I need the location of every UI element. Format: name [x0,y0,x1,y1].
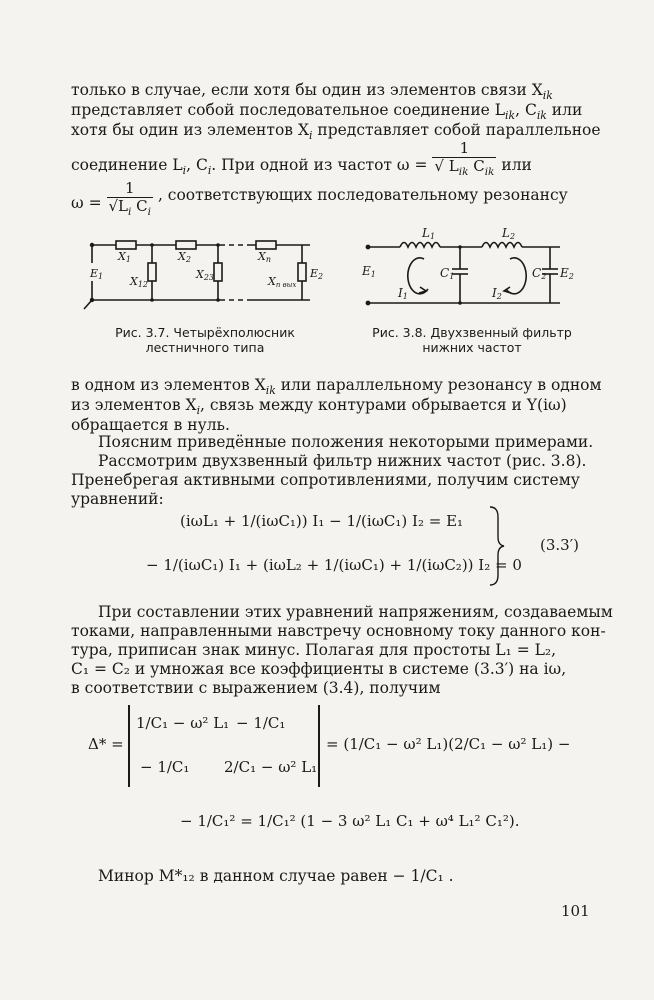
label-x23: X23 [196,268,215,282]
label-e1: E1 [362,264,376,279]
det-right-bar [318,705,320,787]
det-a11: 1/C₁ − ω² L₁ [136,714,230,732]
label-x12: X12 [130,275,149,289]
para4-line2: токами, направленными навстречу основному току данного кон- [71,622,606,640]
para2-line2: из элементов $X_i$, связь между контурами обрывается и Y(iω) [71,396,567,418]
para3-line4: уравнений: [71,490,164,508]
para1-line3: хотя бы один из элементов $X_i$ представляет собой параллельное [71,121,601,143]
label-i1: I1 [398,286,408,301]
det-a22: 2/C₁ − ω² L₁ [224,758,318,776]
minor-statement: Минор M*₁₂ в данном случае равен − 1/C₁ . [98,867,454,885]
para2-line1: в одном из элементов $X_{ik}$ или параллельному резонансу в одном [71,376,602,398]
det-a21: − 1/C₁ [140,758,190,776]
det-rhs: = (1/C₁ − ω² L₁)(2/C₁ − ω² L₁) − [326,735,571,753]
determinant-lhs: Δ* = [88,735,124,753]
label-l1: L1 [422,226,436,241]
label-l2: L2 [502,226,516,241]
label-e2: E2 [310,267,324,281]
system-brace [488,505,506,587]
figure-3-8-caption: Рис. 3.8. Двухзвенный фильтр нижних частот [372,325,572,355]
label-e1: E1 [90,267,104,281]
para3-line2: Рассмотрим двухзвенный фильтр нижних частот (рис. 3.8). [98,452,587,470]
omega-fraction-2: $\frac{1}{√L_i C_i}$ [108,179,151,218]
system-equation-2: − 1/(iωC₁) I₁ + (iωL₂ + 1/(iωC₁) + 1/(iωC₂)) I₂ = 0 [146,556,522,574]
para1-line5: ω = $\frac{1}{√L_i C_i}$ , соответствующих последовательному резонансу [71,179,568,218]
system-equation-1: (iωL₁ + 1/(iωC₁)) I₁ − 1/(iωC₁) I₂ = E₁ [180,512,464,530]
label-c1: C1 [440,266,455,281]
label-xnout: Xn вых [268,275,297,289]
det-left-bar [128,705,130,787]
page-number: 101 [561,902,590,920]
para4-line1: При составлении этих уравнений напряжениям, создаваемым [98,603,613,621]
label-xn: Xn [258,250,271,264]
label-i2: I2 [492,286,502,301]
equation-label: (3.3′) [540,536,579,554]
para4-line5: в соответствии с выражением (3.4), получим [71,679,441,697]
para3-line1: Поясним приведённые положения некоторыми примерами. [98,433,594,451]
omega-fraction-1: $\frac{1}{√ L_{ik} C_{ik}}$ [434,139,495,178]
label-x2: X2 [178,250,191,264]
label-c2: C2 [532,266,547,281]
para4-line3: тура, приписан знак минус. Полагая для простоты L₁ = L₂, [71,641,557,659]
para1-line4: соединение $L_i$, $C_i$. При одной из частот ω = $\frac{1}{√ L_{ik} C_{ik}}$ или [71,139,532,178]
para1-line2: представляет собой последовательное соединение $L_{ik}$, $C_{ik}$ или [71,101,583,123]
para2-line3: обращается в нуль. [71,416,230,434]
det-a12: − 1/C₁ [236,714,286,732]
para4-line4: C₁ = C₂ и умножая все коэффициенты в системе (3.3′) на iω, [71,660,567,678]
figure-3-7-caption: Рис. 3.7. Четырёхполюсник лестничного типа [115,325,295,355]
para1-line1: только в случае, если хотя бы один из элементов связи $X_{ik}$ [71,81,553,103]
ladder-network-diagram [80,235,330,315]
label-e2: E2 [560,266,574,281]
det-line2: − 1/C₁² = 1/C₁² (1 − 3 ω² L₁ C₁ + ω⁴ L₁² C₁²). [180,812,520,830]
two-section-filter-diagram [360,225,580,315]
label-x1: X1 [118,250,131,264]
para3-line3: Пренебрегая активными сопротивлениями, получим систему [71,471,580,489]
